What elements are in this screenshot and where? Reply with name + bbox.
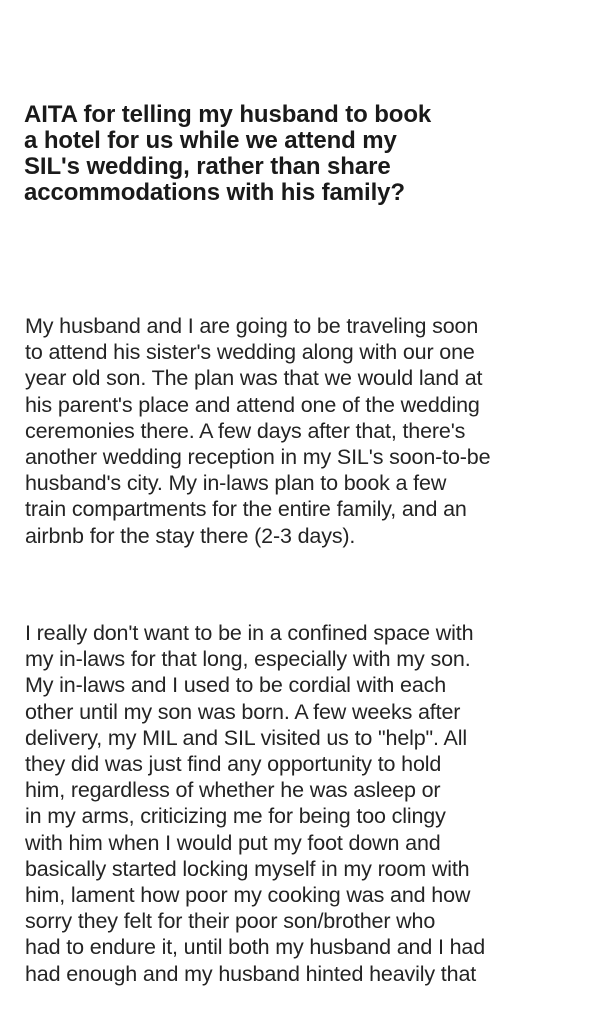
body-line: My husband and I are going to be traveling soon — [25, 314, 479, 338]
body-line: my in-laws for that long, especially with my son. — [25, 647, 471, 672]
body-line: had enough and my husband hinted heavily that — [25, 961, 477, 986]
body-line: they did was just find any opportunity to hold — [25, 752, 442, 777]
body-line: to attend his sister's wedding along with our one — [25, 340, 475, 365]
body-line: him, lament how poor my cooking was and how — [25, 883, 471, 908]
body-line: delivery, my MIL and SIL visited us to "help". All — [25, 725, 467, 750]
post-title-line: accommodations with his family? — [24, 179, 405, 206]
body-line: I really don't want to be in a confined space with — [25, 621, 474, 645]
body-line: ceremonies there. A few days after that, there's — [25, 418, 466, 443]
post-title — [24, 102, 584, 206]
post-title-line: SIL's wedding, rather than share — [24, 153, 391, 180]
post-body-paragraph-2 — [25, 620, 597, 987]
post-body-paragraph-1 — [25, 313, 597, 549]
body-line: with him when I would put my foot down and — [25, 830, 441, 855]
body-line: him, regardless of whether he was asleep or — [25, 778, 441, 803]
body-line: husband's city. My in-laws plan to book a few — [25, 471, 447, 496]
body-line: year old son. The plan was that we would land at — [25, 366, 483, 391]
body-line: his parent's place and attend one of the wedding — [25, 392, 480, 417]
body-line: train compartments for the entire family, and an — [25, 497, 467, 522]
body-line: other until my son was born. A few weeks after — [25, 699, 461, 724]
body-line: My in-laws and I used to be cordial with each — [25, 673, 447, 698]
body-line: had to endure it, until both my husband and I had — [25, 935, 486, 960]
post-title-line: a hotel for us while we attend my — [24, 127, 397, 154]
body-line: sorry they felt for their poor son/brother who — [25, 909, 436, 934]
body-line: in my arms, criticizing me for being too clingy — [25, 804, 446, 829]
post-title-line: AITA for telling my husband to book — [24, 101, 432, 128]
body-line: basically started locking myself in my room with — [25, 856, 470, 881]
body-line: airbnb for the stay there (2-3 days). — [25, 523, 356, 548]
body-line: another wedding reception in my SIL's soon-to-be — [25, 445, 491, 470]
